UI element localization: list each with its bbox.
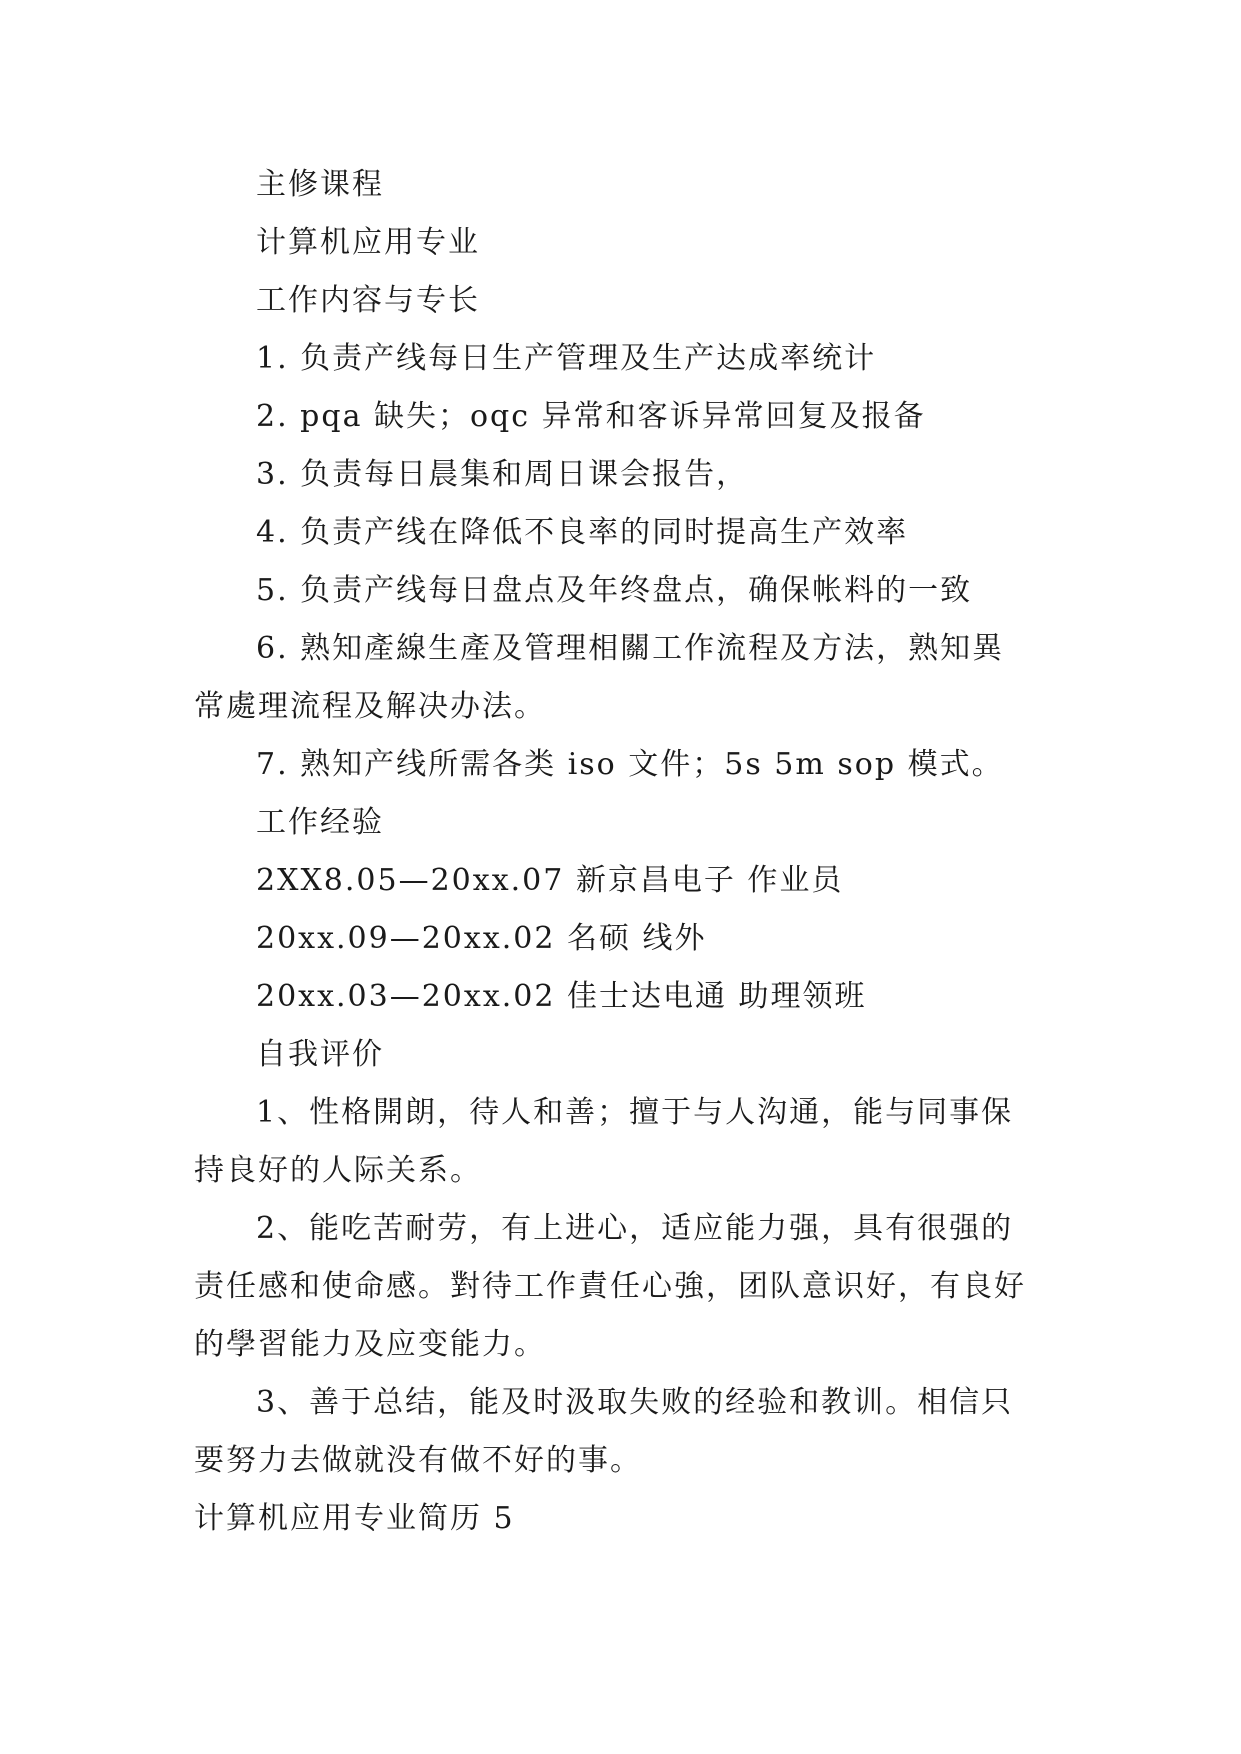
- next-section-title: 计算机应用专业简历 5: [194, 1501, 515, 1536]
- section-heading-self-evaluation: 自我评价: [256, 1037, 384, 1072]
- experience-item-2: 20xx.09—20xx.02 名硕 线外: [256, 921, 707, 956]
- course-item: 计算机应用专业: [256, 225, 480, 260]
- self-evaluation-item-3-cont: 要努力去做就没有做不好的事。: [194, 1443, 642, 1478]
- self-evaluation-item-2-cont: 责任感和使命感。對待工作責任心強，团队意识好，有良好: [194, 1269, 1026, 1304]
- work-content-item-4: 4. 负责产线在降低不良率的同时提高生产效率: [256, 515, 909, 550]
- self-evaluation-item-3: 3、善于总结，能及时汲取失败的经验和教训。相信只: [256, 1385, 1014, 1420]
- experience-item-1: 2XX8.05—20xx.07 新京昌电子 作业员: [256, 863, 844, 898]
- self-evaluation-item-2: 2、能吃苦耐劳，有上进心，适应能力强，具有很强的: [256, 1211, 1014, 1246]
- section-heading-courses: 主修课程: [256, 167, 384, 202]
- section-heading-work-content: 工作内容与专长: [256, 283, 480, 318]
- section-heading-experience: 工作经验: [256, 805, 384, 840]
- work-content-item-2: 2. pqa 缺失；oqc 异常和客诉异常回复及报备: [256, 399, 926, 434]
- experience-item-3: 20xx.03—20xx.02 佳士达电通 助理领班: [256, 979, 867, 1014]
- work-content-item-3: 3. 负责每日晨集和周日课会报告，: [256, 457, 749, 492]
- work-content-item-5: 5. 负责产线每日盘点及年终盘点，确保帐料的一致: [256, 573, 973, 608]
- self-evaluation-item-1-cont: 持良好的人际关系。: [194, 1153, 482, 1188]
- work-content-item-1: 1. 负责产线每日生产管理及生产达成率统计: [256, 341, 877, 376]
- self-evaluation-item-2-cont2: 的學習能力及应变能力。: [194, 1327, 546, 1362]
- self-evaluation-item-1: 1、性格開朗，待人和善；擅于与人沟通，能与同事保: [256, 1095, 1014, 1130]
- work-content-item-6-cont: 常處理流程及解决办法。: [194, 689, 546, 724]
- work-content-item-6: 6. 熟知產線生產及管理相關工作流程及方法，熟知異: [256, 631, 1005, 666]
- work-content-item-7: 7. 熟知产线所需各类 iso 文件；5s 5m sop 模式。: [256, 747, 1004, 782]
